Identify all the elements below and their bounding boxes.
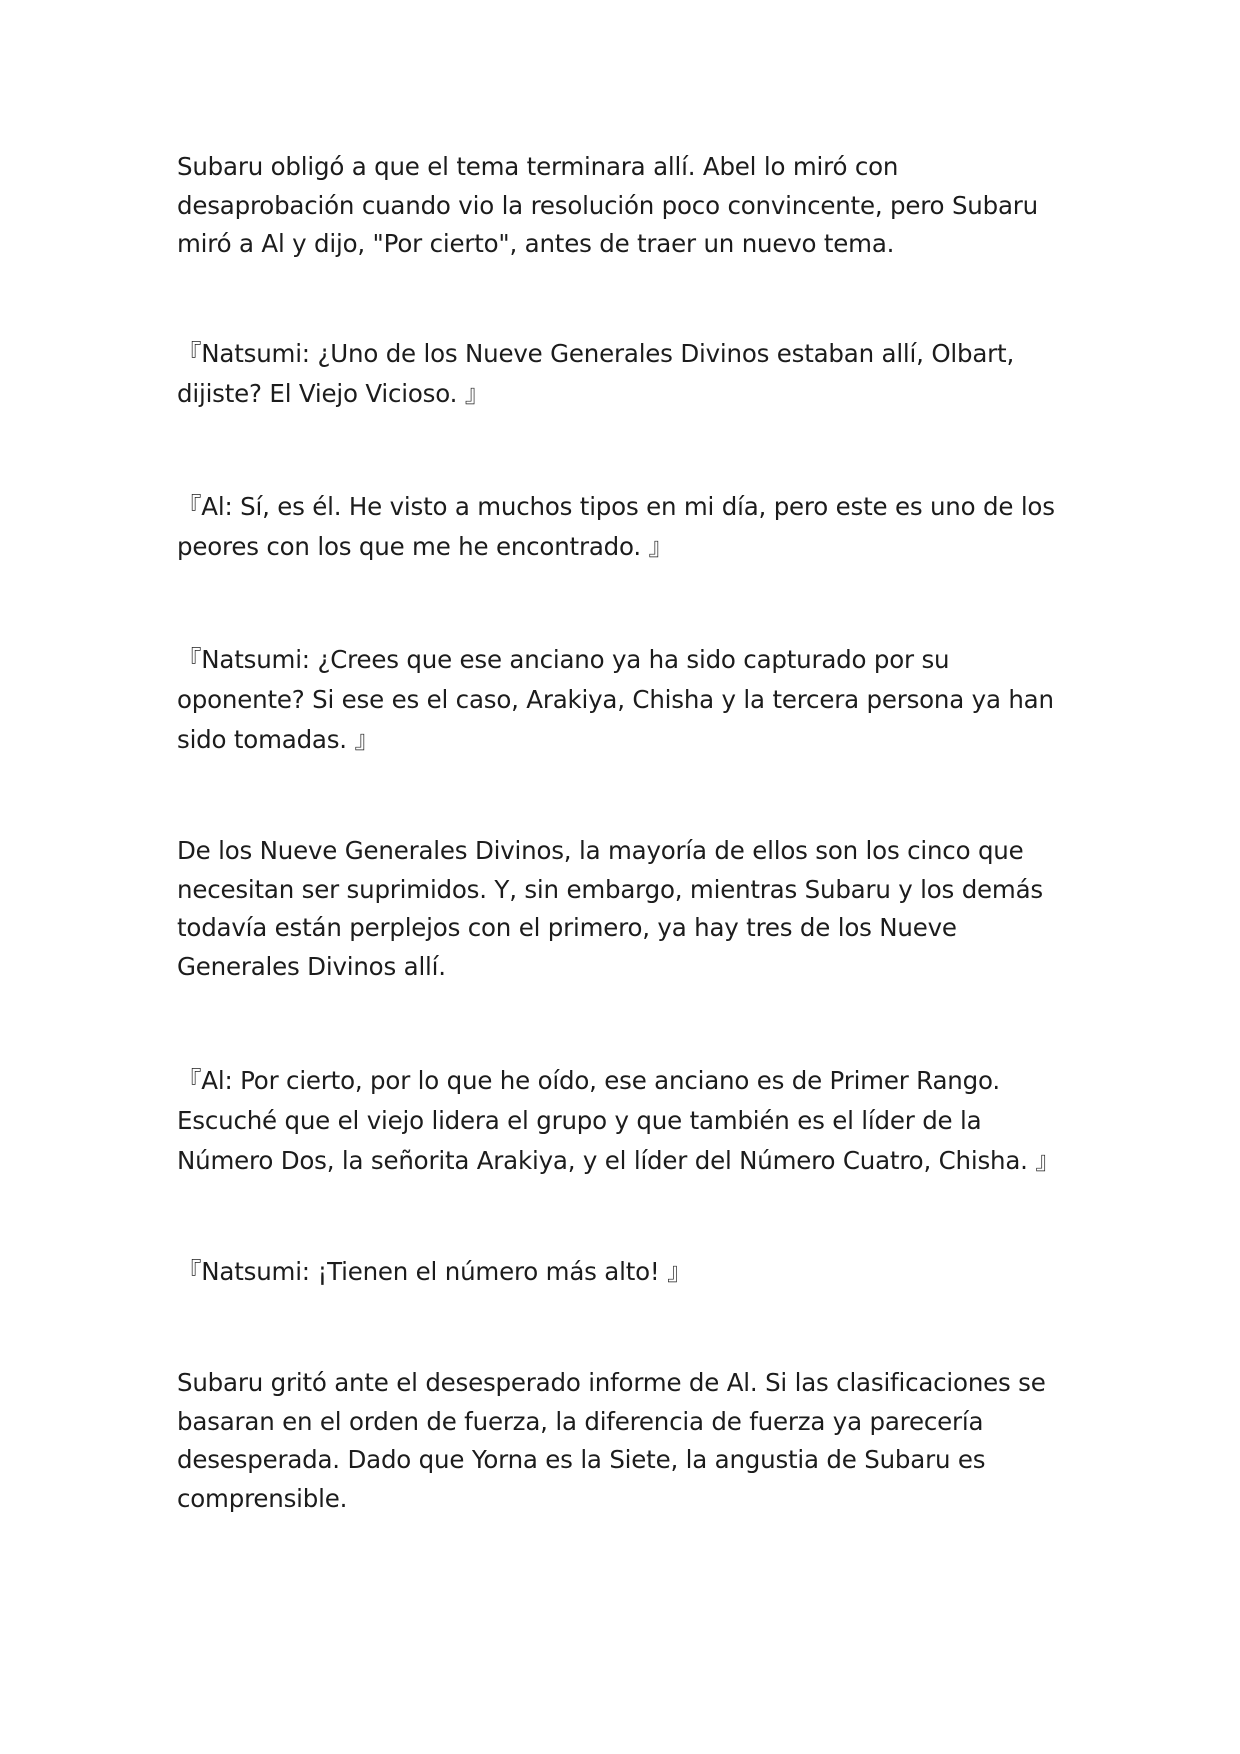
paragraph-narration: Subaru obligó a que el tema terminara allí. Abel lo miró con desaprobación cuando vio la resolución poco convincente, pero Subaru miró a Al y dijo, "Por cierto", antes de traer un nuevo tema. <box>177 152 1038 258</box>
paragraph-dialogue: 『Al: Sí, es él. He visto a muchos tipos en mi día, pero este es uno de los peores con los que me he encontrado. 』 <box>177 492 1055 561</box>
paragraph-dialogue: 『Natsumi: ¿Uno de los Nueve Generales Divinos estaban allí, Olbart, dijiste? El Viejo Vicioso. 』 <box>177 339 1015 408</box>
paragraph-dialogue: 『Natsumi: ¿Crees que ese anciano ya ha sido capturado por su oponente? Si ese es el caso, Arakiya, Chisha y la tercera persona ya han sido tomadas. 』 <box>177 645 1054 754</box>
paragraph-dialogue: 『Al: Por cierto, por lo que he oído, ese anciano es de Primer Rango. Escuché que el viejo lidera el grupo y que también es el líder de la Número Dos, la señorita Arakiya, y el líder del Número Cuatro, Chisha. 』 <box>177 1066 1060 1175</box>
paragraph-narration: De los Nueve Generales Divinos, la mayoría de ellos son los cinco que necesitan ser suprimidos. Y, sin embargo, mientras Subaru y los demás todavía están perplejos con el primero, ya hay tres de los Nueve Generales Divinos allí. <box>177 836 1043 981</box>
paragraph-narration: Subaru gritó ante el desesperado informe de Al. Si las clasificaciones se basaran en el orden de fuerza, la diferencia de fuerza ya parecería desesperada. Dado que Yorna es la Siete, la angustia de Subaru es comprensible. <box>177 1368 1046 1513</box>
paragraph-dialogue: 『Natsumi: ¡Tienen el número más alto! 』 <box>177 1257 692 1286</box>
